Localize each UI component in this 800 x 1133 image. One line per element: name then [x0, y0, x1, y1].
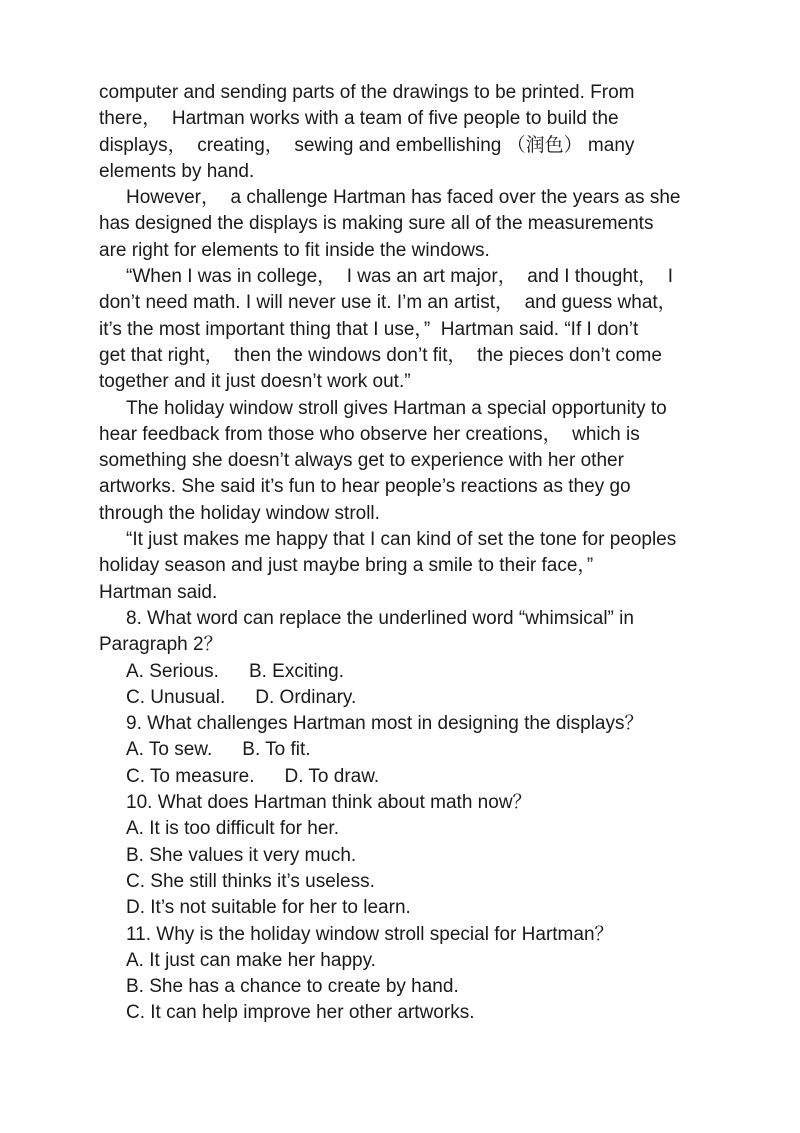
text-line: has designed the displays is making sure all of the measurements [99, 213, 654, 235]
option-b[interactable]: B. She values it very much. [126, 844, 357, 866]
text-line: elements by hand. [99, 160, 255, 182]
question-stem: Paragraph 2？ [99, 634, 223, 656]
option-c[interactable]: C. To measure. [126, 765, 255, 787]
passage-paragraph-4 [99, 396, 707, 527]
text-line: The holiday window stroll gives Hartman a special opportunity to [126, 397, 667, 419]
question-stem: 11. Why is the holiday window stroll special for Hartman？ [126, 923, 614, 945]
option-b[interactable]: B. Exciting. [248, 660, 344, 682]
document-page [99, 80, 707, 1027]
question-11 [99, 922, 707, 1027]
text-line: together and it just doesn’t work out.” [99, 371, 411, 393]
text-line: hear feedback from those who observe her creations， which is [99, 423, 640, 445]
text-line: holiday season and just maybe bring a smile to their face，” [99, 555, 594, 577]
text-line: it’s the most important thing that I use，” Hartman said. “If I don’t [99, 318, 639, 340]
text-line: through the holiday window stroll. [99, 502, 380, 524]
question-10 [99, 790, 707, 921]
text-line: However， a challenge Hartman has faced over the years as she [126, 187, 681, 209]
question-stem: 9. What challenges Hartman most in designing the displays？ [126, 713, 644, 735]
text-line: artworks. She said it’s fun to hear people’s reactions as they go [99, 476, 631, 498]
option-d[interactable]: D. Ordinary. [255, 686, 357, 708]
passage-paragraph-2 [99, 185, 707, 264]
question-stem: 10. What does Hartman think about math now？ [126, 792, 532, 814]
text-line: get that right， then the windows don’t fit， the pieces don’t come [99, 344, 662, 366]
text-line: “When I was in college， I was an art major， and I thought， I [126, 266, 674, 288]
option-b[interactable]: B. To fit. [242, 739, 311, 761]
passage-paragraph-1 [99, 80, 707, 185]
text-line: “It just makes me happy that I can kind of set the tone for peoples [126, 529, 677, 551]
option-a[interactable]: A. Serious. [126, 660, 219, 682]
text-line: Hartman said. [99, 581, 218, 603]
question-9 [99, 711, 707, 790]
option-c[interactable]: C. Unusual. [126, 686, 226, 708]
option-c[interactable]: C. She still thinks it’s useless. [126, 870, 375, 892]
passage-paragraph-5 [99, 527, 707, 606]
text-line: computer and sending parts of the drawings to be printed. From [99, 82, 635, 103]
text-line: are right for elements to fit inside the windows. [99, 239, 490, 261]
option-row [99, 737, 707, 763]
option-c[interactable]: C. It can help improve her other artworks. [126, 1002, 475, 1024]
passage-paragraph-3 [99, 264, 707, 395]
option-b[interactable]: B. She has a chance to create by hand. [126, 976, 459, 998]
option-row [99, 659, 707, 685]
option-a[interactable]: A. To sew. [126, 739, 213, 761]
text-line: something she doesn’t always get to experience with her other [99, 450, 624, 472]
text-line: displays， creating， sewing and embellishing （润色） many [99, 134, 635, 156]
text-line: don’t need math. I will never use it. I’m an artist， and guess what， [99, 292, 677, 314]
option-d[interactable]: D. It’s not suitable for her to learn. [126, 897, 411, 919]
text-line: there， Hartman works with a team of five people to build the [99, 108, 619, 130]
option-d[interactable]: D. To draw. [284, 765, 380, 787]
question-8 [99, 606, 707, 711]
option-a[interactable]: A. It just can make her happy. [126, 949, 376, 971]
option-row [99, 764, 707, 790]
option-a[interactable]: A. It is too difficult for her. [126, 818, 339, 840]
option-row [99, 685, 707, 711]
question-stem: 8. What word can replace the underlined word “whimsical” in [126, 607, 634, 629]
